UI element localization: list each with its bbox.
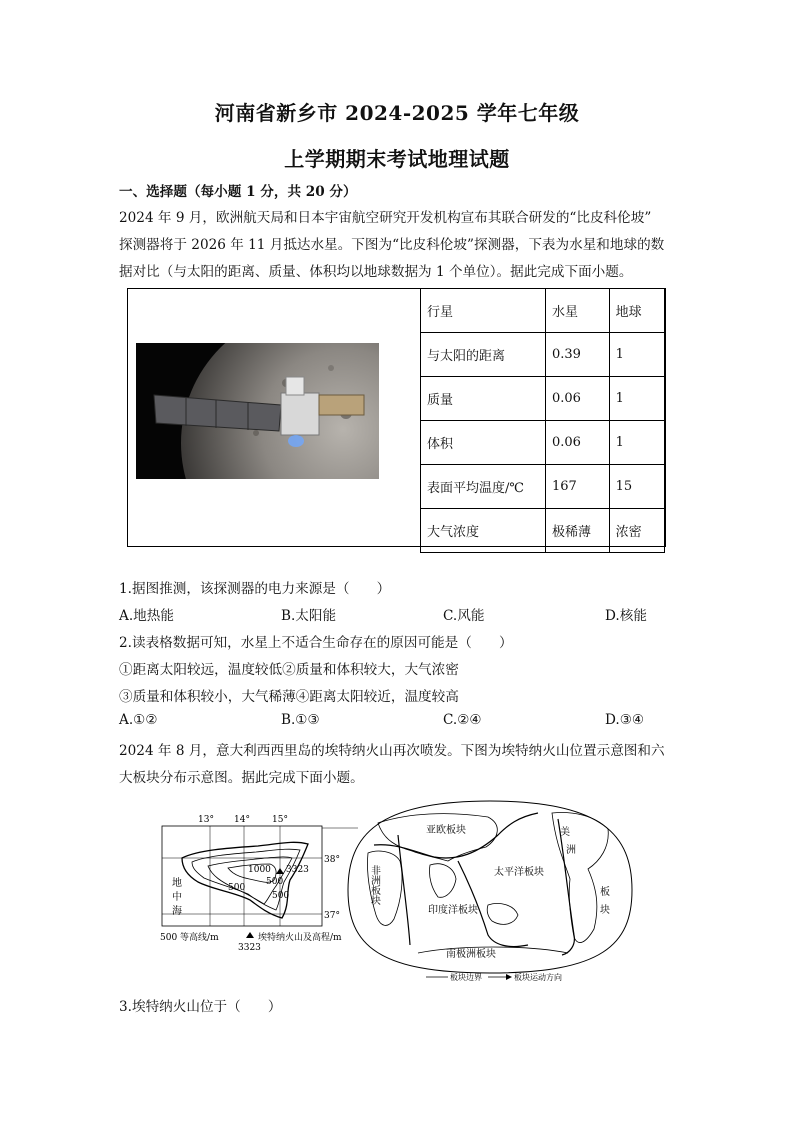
- table-cell: 0.39: [545, 333, 609, 377]
- option-a: A.①②: [119, 712, 158, 728]
- option-c: C.风能: [443, 608, 485, 624]
- intro-paragraph-line: 2024 年 9 月，欧洲航天局和日本宇宙航空研究开发机构宣布其联合研发的“比皮科伦坡”: [119, 210, 652, 226]
- table-cell: 167: [545, 465, 609, 509]
- table-cell: 极稀薄: [545, 509, 609, 553]
- table-cell: 浓密: [609, 509, 664, 553]
- table-row: [421, 509, 665, 553]
- contour-label: 500: [266, 877, 284, 887]
- sea-label: 中: [172, 892, 182, 903]
- question-1-stem: 1.据图推测，该探测器的电力来源是（ ）: [119, 581, 391, 597]
- table-cell: 与太阳的距离: [421, 333, 546, 377]
- table-cell: 质量: [421, 377, 546, 421]
- table-row: [421, 377, 665, 421]
- plate-label: 印度洋板块: [428, 905, 478, 916]
- option-c: C.②④: [443, 712, 482, 728]
- table-header-row: [421, 289, 665, 333]
- plate-label: 洲: [566, 845, 576, 856]
- table-row: [421, 333, 665, 377]
- intro-paragraph-line: 探测器将于 2026 年 11 月抵达水星。下图为“比皮科伦坡”探测器，下表为水星和地球的数: [119, 237, 665, 253]
- map-lat-label: 37°: [324, 911, 340, 921]
- table-cell: 0.06: [545, 421, 609, 465]
- legend-volcano: 埃特纳火山及高程/m: [258, 933, 342, 943]
- question-3-stem: 3.埃特纳火山位于（ ）: [119, 999, 282, 1015]
- peak-elevation: 3323: [286, 865, 309, 875]
- plate-label: 太平洋板块: [494, 867, 544, 878]
- plate-label: 南极洲板块: [446, 949, 496, 960]
- intro-paragraph-line: 2024 年 8 月，意大利西西里岛的埃特纳火山再次喷发。下图为埃特纳火山位置示意图和六: [119, 743, 665, 759]
- table-cell: 1: [609, 421, 664, 465]
- plate-label: 美: [560, 827, 570, 838]
- legend-motion: 板块运动方向: [514, 973, 562, 982]
- map-lat-label: 38°: [324, 855, 340, 865]
- sea-label: 海: [172, 906, 182, 917]
- option-b: B.太阳能: [281, 608, 337, 624]
- legend-volcano-number: 3323: [238, 943, 261, 950]
- plate-label: 非洲板块: [368, 865, 380, 905]
- plate-distribution-map: [338, 795, 642, 985]
- table-cell: 体积: [421, 421, 546, 465]
- option-d: D.核能: [605, 608, 647, 624]
- page-title-line2: 上学期期末考试地理试题: [284, 147, 510, 171]
- table-header-cell: 水星: [545, 289, 609, 333]
- map-lon-label: 13°: [198, 815, 214, 825]
- option-b: B.①③: [281, 712, 320, 728]
- probe-figure: [127, 288, 666, 547]
- table-header-cell: 行星: [421, 289, 546, 333]
- table-cell: 表面平均温度/℃: [421, 465, 546, 509]
- probe-image: [136, 343, 379, 479]
- intro-paragraph-line: 大板块分布示意图。据此完成下面小题。: [119, 770, 364, 786]
- sea-label: 地: [172, 878, 182, 889]
- africa-plate-label: [369, 864, 381, 906]
- question-2-statements: ①距离太阳较远，温度较低②质量和体积较大，大气浓密: [119, 662, 459, 678]
- question-2-stem: 2.读表格数据可知，水星上不适合生命存在的原因可能是（ ）: [119, 635, 513, 651]
- table-row: [421, 465, 665, 509]
- contour-label: 1000: [248, 865, 271, 875]
- etna-location-map: [158, 810, 358, 950]
- section-heading: 一、选择题（每小题 1 分，共 20 分）: [119, 184, 357, 200]
- table-cell: 大气浓度: [421, 509, 546, 553]
- map-lon-label: 14°: [234, 815, 250, 825]
- plate-label: 块: [600, 905, 610, 916]
- question-2-statements: ③质量和体积较小，大气稀薄④距离太阳较近，温度较高: [119, 689, 459, 705]
- table-cell: 15: [609, 465, 664, 509]
- contour-label: 500: [272, 891, 290, 901]
- plate-label: 板: [600, 887, 610, 898]
- intro-paragraph-line: 据对比（与太阳的距离、质量、体积均以地球数据为 1 个单位）。据此完成下面小题。: [119, 264, 633, 280]
- table-cell: 1: [609, 333, 664, 377]
- plate-label: 亚欧板块: [426, 825, 466, 836]
- table-cell: 0.06: [545, 377, 609, 421]
- table-row: [421, 421, 665, 465]
- option-a: A.地热能: [119, 608, 174, 624]
- legend-contour: 500 等高线/m: [160, 933, 219, 943]
- table-cell: 1: [609, 377, 664, 421]
- planet-data-table: [420, 288, 665, 553]
- table-header-cell: 地球: [609, 289, 664, 333]
- page-title-line1: 河南省新乡市 2024-2025 学年七年级: [214, 101, 580, 125]
- contour-label: 500: [228, 883, 246, 893]
- map-lon-label: 15°: [272, 815, 288, 825]
- legend-boundary: 板块边界: [450, 973, 482, 982]
- option-d: D.③④: [605, 712, 645, 728]
